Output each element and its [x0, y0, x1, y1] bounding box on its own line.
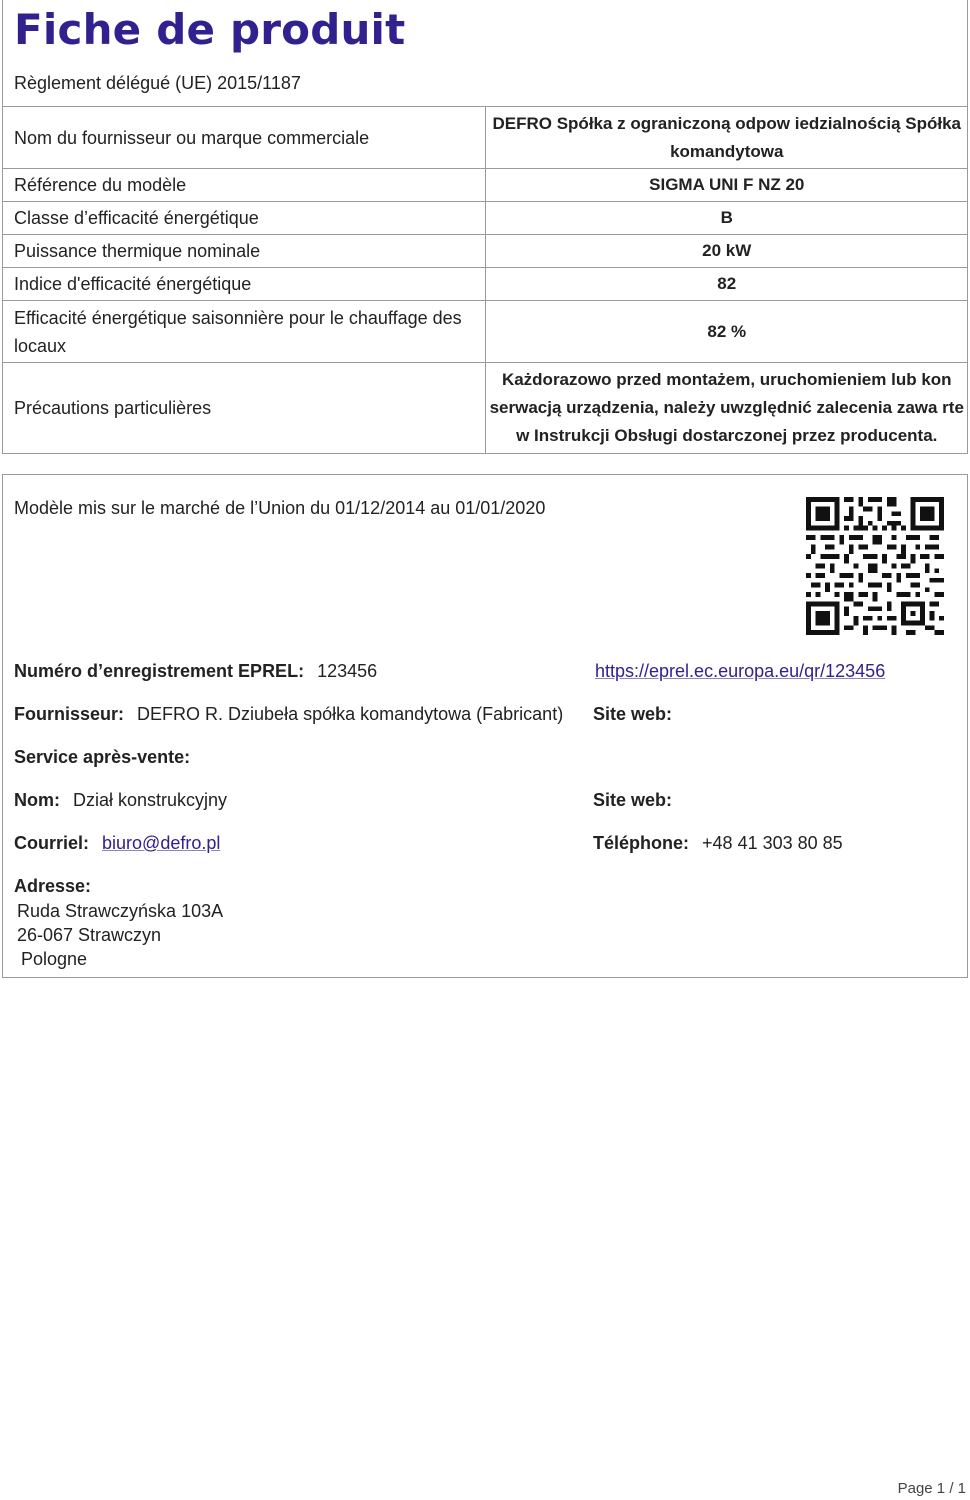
eprel-number: 123456 — [317, 661, 378, 681]
phone-value: +48 41 303 80 85 — [702, 833, 843, 853]
spec-table — [2, 106, 968, 453]
address-line-country: Pologne — [21, 949, 88, 969]
eprel-label: Numéro d’enregistrement EPREL: — [14, 661, 305, 681]
spec-value: 20 kW — [485, 235, 968, 268]
after-sales-heading: Service après-vente: — [14, 747, 191, 767]
spec-label: Indice d'efficacité énergétique — [2, 268, 485, 301]
spec-value: SIGMA UNI F NZ 20 — [485, 169, 968, 202]
qr-code-icon[interactable] — [806, 497, 944, 635]
address-line-street: Ruda Strawczyńska 103A — [17, 901, 224, 921]
address-label: Adresse: — [14, 876, 92, 896]
supplier-label: Fournisseur: — [14, 704, 125, 724]
supplier-row — [14, 702, 563, 726]
email-link[interactable]: biuro@defro.pl — [102, 833, 221, 853]
phone-label: Téléphone: — [593, 833, 690, 853]
spec-label: Nom du fournisseur ou marque commerciale — [2, 107, 485, 169]
supplier-value: DEFRO R. Dziubeła spółka komandytowa (Fabricant) — [137, 704, 564, 724]
page-number: Page 1 / 1 — [897, 1480, 966, 1497]
table-row — [2, 268, 968, 301]
phone-row — [593, 831, 843, 855]
page-title: Fiche de produit — [14, 5, 406, 54]
spec-label: Référence du modèle — [2, 169, 485, 202]
spec-label: Classe d’efficacité énergétique — [2, 202, 485, 235]
regulation-reference: Règlement délégué (UE) 2015/1187 — [14, 73, 301, 93]
spec-label: Précautions particulières — [2, 363, 485, 453]
spec-value: 82 % — [485, 301, 968, 363]
table-row — [2, 107, 968, 169]
name-label: Nom: — [14, 790, 60, 810]
market-period: Modèle mis sur le marché de l’Union du 01/12/2014 au 01/01/2020 — [14, 498, 546, 518]
eprel-url-link[interactable]: https://eprel.ec.europa.eu/qr/123456 — [595, 661, 886, 681]
table-row — [2, 235, 968, 268]
table-row — [2, 169, 968, 202]
eprel-row — [14, 659, 377, 683]
after-sales-name-row — [14, 788, 227, 812]
table-row — [2, 202, 968, 235]
after-sales-website-label: Site web: — [593, 790, 673, 810]
spec-label: Efficacité énergétique saisonnière pour le chauffage des locaux — [2, 301, 485, 363]
table-row — [2, 363, 968, 453]
spec-label: Puissance thermique nominale — [2, 235, 485, 268]
name-value: Dział konstrukcyjny — [73, 790, 228, 810]
table-row — [2, 301, 968, 363]
spec-value: 82 — [485, 268, 968, 301]
supplier-website-label: Site web: — [593, 704, 673, 724]
spec-value: B — [485, 202, 968, 235]
email-label: Courriel: — [14, 833, 90, 853]
address-line-city: 26-067 Strawczyn — [17, 925, 162, 945]
spec-value: DEFRO Spółka z ograniczoną odpow iedzialnością Spółka komandytowa — [485, 107, 968, 169]
spec-value: Każdorazowo przed montażem, uruchomieniem lub kon serwacją urządzenia, należy uwzględnić zalecenia zawa rte w Instrukcji Obsługi dostarczonej przez producenta. — [485, 363, 968, 453]
email-row — [14, 831, 220, 855]
